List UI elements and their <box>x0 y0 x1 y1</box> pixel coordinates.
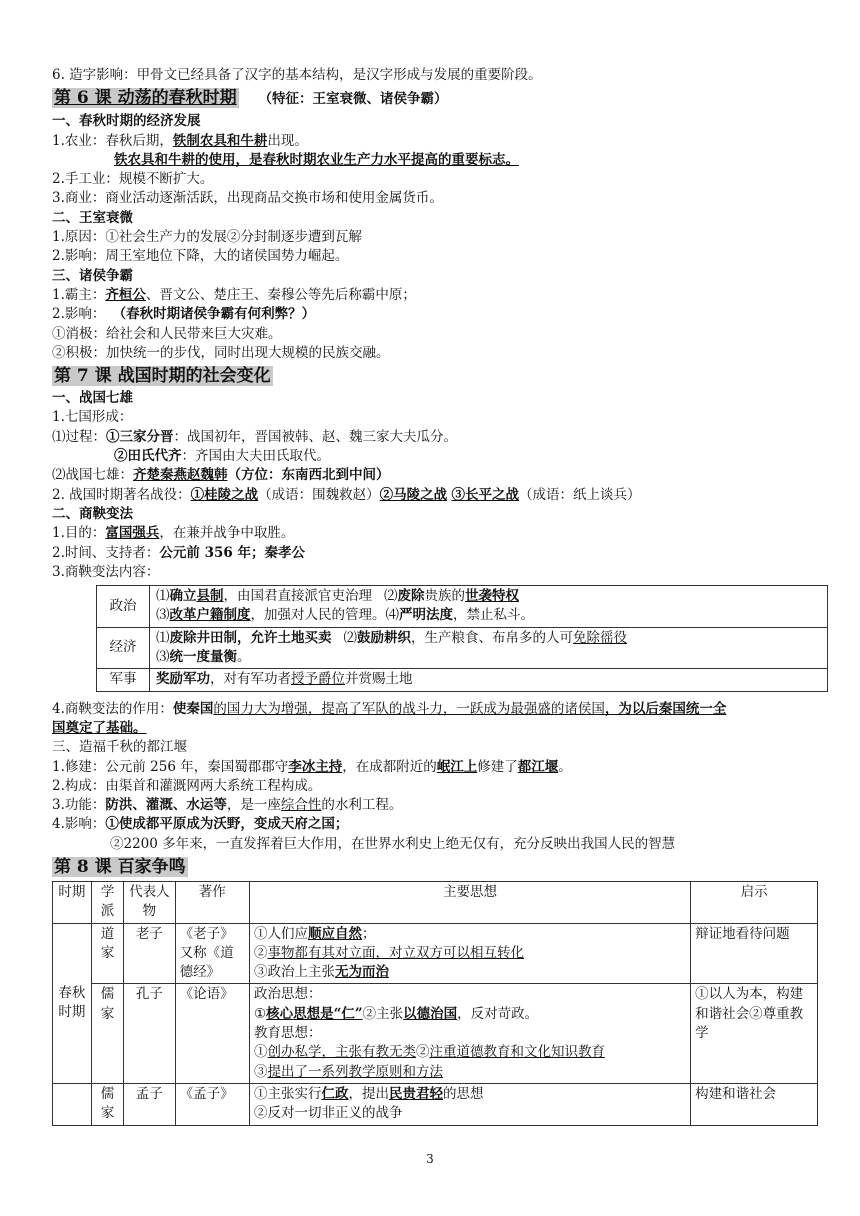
header-cell: 著作 <box>175 881 249 923</box>
lesson-title: 第 6 课 动荡的春秋时期 <box>54 88 237 109</box>
table-cell: ⑴确立县制，由国君直接派官吏治理 ⑵废除贵族的世袭特权 ⑶改革户籍制度，加强对人民的管理。⑷严明法度，禁止私斗。 <box>150 586 828 628</box>
page-number: 3 <box>426 1152 434 1166</box>
text-line: ②2200 多年来，一直发挥着巨大作用，在世界水利史上绝无仅有，充分反映出我国人民的智慧 <box>110 835 676 852</box>
header-cell: 代表人物 <box>124 881 175 923</box>
table-row <box>97 669 828 691</box>
period-cell <box>53 1083 92 1125</box>
header-cell: 主要思想 <box>249 881 690 923</box>
lesson-title: 第 8 课 百家争鸣 <box>54 856 186 877</box>
text-line: ⑵战国七雄：齐楚秦燕赵魏韩（方位：东南西北到中间） <box>52 467 390 484</box>
lesson-8-heading <box>52 854 812 880</box>
table-cell: 孔子 <box>124 984 175 1083</box>
table-cell: 政治思想： ①核心思想是“仁”②主张以德治国，反对苛政。 教育思想： ①创办私学，主张有教无类②注重道德教育和文化知识教育 ③提出了一系列教学原则和方法 <box>249 984 690 1083</box>
text-line: 1.原因：①社会生产力的发展②分封制逐步遭到瓦解 <box>52 229 362 246</box>
text-line: 1.霸主：齐桓公、晋文公、楚庄王、秦穆公等先后称霸中原； <box>52 286 416 303</box>
reform-content-table <box>96 585 828 691</box>
lesson-note: （特征：王室衰微、诸侯争霸） <box>258 91 448 108</box>
text-line: 2.影响：周王室地位下降，大的诸侯国势力崛起。 <box>52 248 349 265</box>
hundred-schools-table <box>52 881 818 1126</box>
text-line: 1.修建：公元前 256 年，秦国蜀郡郡守李冰主持，在成都附近的岷江上修建了都江堰。 <box>52 758 572 775</box>
section-heading: 三、造福千秋的都江堰 <box>52 739 187 756</box>
header-cell: 学派 <box>91 881 123 923</box>
text-line: 4.商鞅变法的作用：使秦国的国力大为增强，提高了军队的战斗力，一跃成为最强盛的诸侯国，为以后秦国统一全 <box>52 700 727 717</box>
table-row <box>97 586 828 628</box>
text-line: ②积极：加快统一的步伐，同时出现大规模的民族交融。 <box>52 344 390 361</box>
table-cell: 辩证地看待问题 <box>691 923 818 984</box>
table-row <box>53 923 818 984</box>
text-line: 4.影响：①使成都平原成为沃野，变成天府之国； <box>52 816 349 833</box>
table-row <box>97 627 828 669</box>
emphasis-line: 铁农具和牛耕的使用，是春秋时期农业生产力水平提高的重要标志。 <box>114 151 519 168</box>
text-line: 3.功能：防洪、灌溉、水运等，是一座综合性的水利工程。 <box>52 797 403 814</box>
table-row <box>53 1083 818 1125</box>
table-cell: 军事 <box>97 669 150 691</box>
table-cell: 孟子 <box>124 1083 175 1125</box>
table-cell: 儒家 <box>91 984 123 1083</box>
table-cell: 道家 <box>91 923 123 984</box>
table-cell: ①以人为本，构建和谐社会②尊重教学 <box>691 984 818 1083</box>
lesson-7-heading <box>52 363 812 389</box>
text-line: 3.商鞅变法内容： <box>52 563 160 580</box>
table-cell: 老子 <box>124 923 175 984</box>
table-cell: 《论语》 <box>175 984 249 1083</box>
header-cell: 启示 <box>691 881 818 923</box>
section-heading: 三、诸侯争霸 <box>52 267 133 284</box>
table-cell: 儒家 <box>91 1083 123 1125</box>
table-cell: ①人们应顺应自然； ②事物都有其对立面，对立双方可以相互转化 ③政治上主张无为而治 <box>249 923 690 984</box>
text-line: 3.商业：商业活动逐渐活跃，出现商品交换市场和使用金属货币。 <box>52 190 443 207</box>
table-header-row <box>53 881 818 923</box>
text-line: 2.影响： （春秋时期诸侯争霸有何利弊？） <box>52 306 316 323</box>
table-cell: ⑴废除井田制，允许土地买卖 ⑵鼓励耕织，生产粮食、布帛多的人可免除徭役 ⑶统一度量衡。 <box>150 627 828 669</box>
table-cell: 构建和谐社会 <box>691 1083 818 1125</box>
section-heading: 一、战国七雄 <box>52 390 133 407</box>
text-line: ②田氏代齐：齐国由大夫田氏取代。 <box>114 448 330 465</box>
text-line: 1.农业：春秋后期，铁制农具和牛耕出现。 <box>52 132 308 149</box>
table-cell: 《老子》又称《道德经》 <box>175 923 249 984</box>
table-cell: 《孟子》 <box>175 1083 249 1125</box>
text-line: ①消极：给社会和人民带来巨大灾难。 <box>52 325 282 342</box>
lesson-title: 第 7 课 战国时期的社会变化 <box>54 366 271 387</box>
text-line: 国奠定了基础。 <box>52 719 147 736</box>
text-line: ⑴过程：①三家分晋：战国初年，晋国被韩、赵、魏三家大夫瓜分。 <box>52 428 457 445</box>
header-cell: 时期 <box>53 881 92 923</box>
text-line: 1.目的：富国强兵，在兼并战争中取胜。 <box>52 525 295 542</box>
period-cell: 春秋时期 <box>53 923 92 1083</box>
text-line: 2.时间、支持者：公元前 356 年；秦孝公 <box>52 544 305 561</box>
section-heading: 二、商鞅变法 <box>52 505 133 522</box>
text-line: 2.构成：由渠首和灌溉网两大系统工程构成。 <box>52 777 322 794</box>
table-cell: 经济 <box>97 627 150 669</box>
table-cell: 奖励军功，对有军功者授予爵位并赏赐土地 <box>150 669 828 691</box>
text-line: 2. 战国时期著名战役：①桂陵之战（成语：围魏救赵）②马陵之战 ③长平之战（成语：纸上谈兵） <box>52 486 641 503</box>
table-row <box>53 984 818 1083</box>
text-line: 1.七国形成： <box>52 409 133 426</box>
text-line: 6. 造字影响：甲骨文已经具备了汉字的基本结构，是汉字形成与发展的重要阶段。 <box>52 67 542 83</box>
document-page <box>52 66 812 1126</box>
table-cell: ①主张实行仁政，提出民贵君轻的思想 ②反对一切非正义的战争 <box>249 1083 690 1125</box>
section-heading: 二、王室衰微 <box>52 209 133 226</box>
table-cell: 政治 <box>97 586 150 628</box>
section-heading: 一、春秋时期的经济发展 <box>52 113 201 130</box>
text-line: 2.手工业：规模不断扩大。 <box>52 171 214 188</box>
lesson-6-heading <box>52 85 812 112</box>
